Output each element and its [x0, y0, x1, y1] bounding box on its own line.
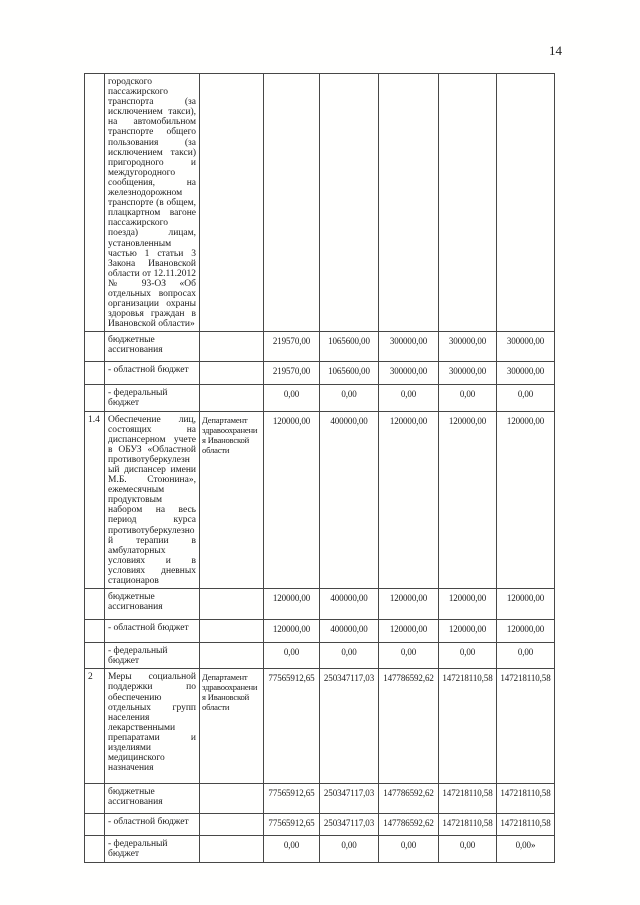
amount-cell: 147218110,58	[497, 814, 555, 836]
amount-cell: 0,00	[497, 643, 555, 669]
row-number-cell: 1.4	[85, 411, 105, 589]
amount-cell: 250347117,03	[320, 814, 379, 836]
row-number-cell	[85, 332, 105, 362]
table-row	[85, 589, 555, 620]
executor-cell	[200, 836, 264, 862]
executor-cell	[200, 74, 264, 332]
amount-cell: 250347117,03	[320, 669, 379, 784]
amount-cell: 120000,00	[264, 411, 320, 589]
table-row	[85, 74, 555, 332]
amount-cell: 300000,00	[379, 332, 439, 362]
amount-cell: 300000,00	[497, 332, 555, 362]
amount-cell: 120000,00	[379, 411, 439, 589]
amount-cell: 0,00	[320, 836, 379, 862]
amount-cell	[320, 74, 379, 332]
amount-cell: 147786592,62	[379, 814, 439, 836]
row-number-cell	[85, 836, 105, 862]
amount-cell: 0,00	[264, 643, 320, 669]
table-row	[85, 836, 555, 862]
amount-cell: 0,00	[379, 643, 439, 669]
row-number-cell	[85, 620, 105, 643]
row-number-cell	[85, 814, 105, 836]
amount-cell	[497, 74, 555, 332]
amount-cell: 0,00	[379, 836, 439, 862]
budget-line-label-cell: - областной бюджет	[105, 362, 200, 385]
table-row	[85, 784, 555, 814]
amount-cell: 147218110,58	[497, 784, 555, 814]
amount-cell: 300000,00	[379, 362, 439, 385]
table-row	[85, 385, 555, 411]
table-row	[85, 620, 555, 643]
measure-name-cell: Меры социальной поддержки по обеспечению отдельных групп населения лекарственными препаратами и изделиями медицинского назначения	[105, 669, 200, 784]
amount-cell: 120000,00	[439, 620, 497, 643]
table-row	[85, 411, 555, 589]
row-number-cell	[85, 74, 105, 332]
amount-cell: 0,00	[439, 385, 497, 411]
amount-cell: 0,00	[320, 385, 379, 411]
row-number-cell: 2	[85, 669, 105, 784]
executor-cell	[200, 784, 264, 814]
amount-cell: 0,00	[264, 385, 320, 411]
amount-cell: 147786592,62	[379, 784, 439, 814]
amount-cell	[264, 74, 320, 332]
amount-cell: 0,00	[264, 836, 320, 862]
table-row	[85, 643, 555, 669]
amount-cell: 147218110,58	[439, 814, 497, 836]
budget-line-label-cell: - областной бюджет	[105, 814, 200, 836]
table-row	[85, 669, 555, 784]
amount-cell: 400000,00	[320, 411, 379, 589]
amount-cell: 400000,00	[320, 589, 379, 620]
amount-cell	[379, 74, 439, 332]
amount-cell: 147218110,58	[439, 669, 497, 784]
amount-cell: 120000,00	[379, 589, 439, 620]
table-row	[85, 814, 555, 836]
budget-line-label-cell: бюджетные ассигнования	[105, 332, 200, 362]
amount-cell: 147786592,62	[379, 669, 439, 784]
budget-line-label-cell: - федеральный бюджет	[105, 385, 200, 411]
budget-table	[84, 73, 555, 863]
amount-cell: 120000,00	[497, 589, 555, 620]
amount-cell: 120000,00	[264, 620, 320, 643]
amount-cell: 77565912,65	[264, 784, 320, 814]
executor-cell	[200, 332, 264, 362]
measure-name-cell: Обеспечение лиц, состоящих на диспансерном учете в ОБУЗ «Областной противотуберкулезный диспансер имени М.Б. Стоюнина», ежемесячным продуктовым набором на весь период курса противотуберкулезной терапии в амбулаторных условиях и в условиях дневных стационаров	[105, 411, 200, 589]
amount-cell: 219570,00	[264, 332, 320, 362]
row-number-cell	[85, 589, 105, 620]
amount-cell: 0,00	[439, 643, 497, 669]
row-number-cell	[85, 385, 105, 411]
amount-cell: 147218110,58	[497, 669, 555, 784]
executor-cell	[200, 362, 264, 385]
amount-cell: 0,00	[497, 385, 555, 411]
executor-cell	[200, 620, 264, 643]
amount-cell: 219570,00	[264, 362, 320, 385]
budget-line-label-cell: бюджетные ассигнования	[105, 784, 200, 814]
amount-cell: 0,00»	[497, 836, 555, 862]
page-number: 14	[549, 43, 562, 58]
executor-cell	[200, 385, 264, 411]
amount-cell: 147218110,58	[439, 784, 497, 814]
executor-cell	[200, 814, 264, 836]
amount-cell: 120000,00	[497, 411, 555, 589]
table-row	[85, 362, 555, 385]
row-number-cell	[85, 643, 105, 669]
row-number-cell	[85, 784, 105, 814]
amount-cell	[439, 74, 497, 332]
amount-cell: 1065600,00	[320, 362, 379, 385]
amount-cell: 120000,00	[379, 620, 439, 643]
amount-cell: 120000,00	[439, 589, 497, 620]
measure-name-cell: городского пассажирского транспорта (за исключением такси), на автомобильном транспорте общего пользования (за исключением такси) пригородного и междугородного сообщения, на железнодорожном транспорте (в общем, плацкартном вагоне пассажирского поезда) лицам, установленным частью 1 статьи 3 Закона Ивановской области от 12.11.2012 № 93-ОЗ «Об отдельных вопросах организации охраны здоровья граждан в Ивановской области»	[105, 74, 200, 332]
executor-cell	[200, 643, 264, 669]
budget-table-body	[85, 74, 555, 863]
amount-cell: 0,00	[439, 836, 497, 862]
budget-line-label-cell: бюджетные ассигнования	[105, 589, 200, 620]
budget-line-label-cell: - федеральный бюджет	[105, 643, 200, 669]
budget-line-label-cell: - областной бюджет	[105, 620, 200, 643]
amount-cell: 120000,00	[264, 589, 320, 620]
amount-cell: 300000,00	[497, 362, 555, 385]
row-number-cell	[85, 362, 105, 385]
amount-cell: 120000,00	[439, 411, 497, 589]
table-row	[85, 332, 555, 362]
amount-cell: 0,00	[320, 643, 379, 669]
amount-cell: 77565912,65	[264, 669, 320, 784]
amount-cell: 0,00	[379, 385, 439, 411]
amount-cell: 400000,00	[320, 620, 379, 643]
amount-cell: 77565912,65	[264, 814, 320, 836]
amount-cell: 1065600,00	[320, 332, 379, 362]
amount-cell: 120000,00	[497, 620, 555, 643]
budget-line-label-cell: - федеральный бюджет	[105, 836, 200, 862]
amount-cell: 250347117,03	[320, 784, 379, 814]
executor-cell: Департамент здравоохранения Ивановской области	[200, 669, 264, 784]
amount-cell: 300000,00	[439, 332, 497, 362]
executor-cell: Департамент здравоохранения Ивановской области	[200, 411, 264, 589]
amount-cell: 300000,00	[439, 362, 497, 385]
executor-cell	[200, 589, 264, 620]
